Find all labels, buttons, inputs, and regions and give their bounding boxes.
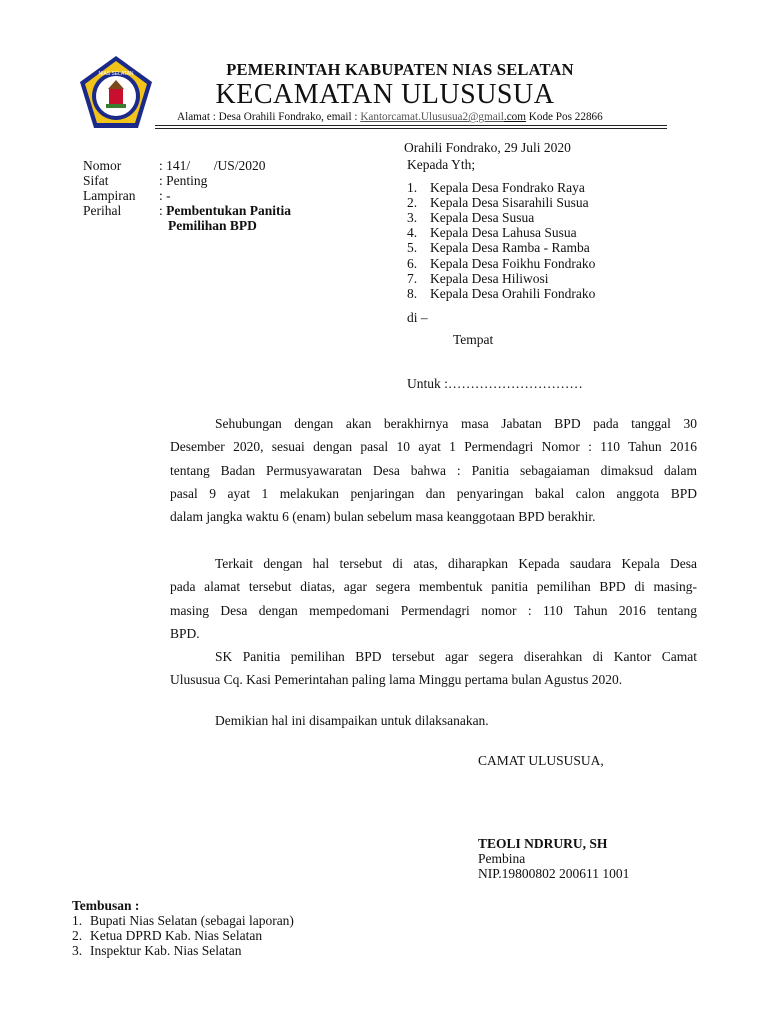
recipient-item-5: Kepala Desa Ramba - Ramba xyxy=(430,240,590,255)
recipient-item-2: Kepala Desa Sisarahili Susua xyxy=(430,195,589,210)
perihal-line2: Pemilihan BPD xyxy=(168,218,257,233)
recipient-item-4: Kepala Desa Lahusa Susua xyxy=(430,225,577,240)
p2-line-4: BPD. xyxy=(170,625,200,641)
recipient-item-3: Kepala Desa Susua xyxy=(430,210,535,225)
letterhead-rule-thin xyxy=(155,128,667,129)
tembusan-num-3: 3. xyxy=(72,943,83,958)
meta-label-lampiran: Lampiran xyxy=(83,188,136,203)
address-prefix: Alamat : Desa Orahili Fondrako, email : xyxy=(177,111,361,123)
meta-value-nomor: : 141/ /US/2020 xyxy=(159,158,266,173)
signature-nip: NIP.19800802 200611 1001 xyxy=(478,866,630,881)
signature-name: TEOLI NDRURU, SH xyxy=(478,836,608,851)
recipient-num-6: 6. xyxy=(407,256,418,271)
tembusan-num-1: 1. xyxy=(72,913,83,928)
meta-label-sifat: Sifat xyxy=(83,173,109,188)
p3-line-2: Ulususua Cq. Kasi Pemerintahan paling lama Minggu pertama bulan Agustus 2020. xyxy=(170,672,623,688)
kepada-yth: Kepada Yth; xyxy=(407,157,476,172)
email-link-suffix[interactable]: .com xyxy=(503,111,526,123)
recipient-num-5: 5. xyxy=(407,240,418,255)
p1-line-4: pasal 9 ayat 1 melakukan penjaringan dan penyaringan bakal calon anggota BPD xyxy=(170,485,697,501)
p1-line-2: Desember 2020, sesuai dengan pasal 10 ayat 1 Permendagri Nomor : 110 Tahun 2016 xyxy=(170,439,697,455)
signature-title: CAMAT ULUSUSUA, xyxy=(478,753,604,768)
meta-value-perihal xyxy=(159,203,291,219)
place-date: Orahili Fondrako, 29 Juli 2020 xyxy=(404,140,571,155)
recipient-num-8: 8. xyxy=(407,286,418,301)
tembusan-item-2: Ketua DPRD Kab. Nias Selatan xyxy=(90,928,263,943)
tembusan-item-3: Inspektur Kab. Nias Selatan xyxy=(90,943,242,958)
paragraph-1 xyxy=(170,412,697,528)
meta-label-perihal: Perihal xyxy=(83,203,122,218)
recipient-num-7: 7. xyxy=(407,271,418,286)
paragraph-closing: Demikian hal ini disampaikan untuk dilaksanakan. xyxy=(215,713,489,728)
p2-line-3: masing Desa dengan mempedomani Permendagri nomor : 110 Tahun 2016 tentang xyxy=(170,602,697,618)
recipient-num-1: 1. xyxy=(407,180,418,195)
perihal-colon: : xyxy=(159,203,167,218)
recipient-num-2: 2. xyxy=(407,195,418,210)
letterhead-rule-thick xyxy=(155,125,667,126)
p3-line-1: SK Panitia pemilihan BPD tersebut agar segera diserahkan di Kantor Camat xyxy=(215,649,697,664)
paragraph-2 xyxy=(170,552,697,645)
letterhead-district: KECAMATAN ULUSUSUA xyxy=(215,79,555,110)
recipient-item-1: Kepala Desa Fondrako Raya xyxy=(430,180,585,195)
recipient-num-3: 3. xyxy=(407,210,418,225)
letterhead-government: PEMERINTAH KABUPATEN NIAS SELATAN xyxy=(226,60,574,79)
p1-line-5: dalam jangka waktu 6 (enam) bulan sebelum masa keanggotaan BPD berakhir. xyxy=(170,509,596,525)
recipient-item-6: Kepala Desa Foikhu Fondrako xyxy=(430,256,596,271)
signature-rank: Pembina xyxy=(478,851,526,866)
p2-line-1: Terkait dengan hal tersebut di atas, diharapkan Kepada saudara Kepala Desa xyxy=(215,556,697,571)
meta-label-nomor: Nomor xyxy=(83,158,122,173)
p1-line-1: Sehubungan dengan akan berakhirnya masa Jabatan BPD pada tanggal 30 xyxy=(215,416,697,431)
paragraph-3 xyxy=(170,645,697,692)
p2-line-2: pada alamat tersebut diatas, agar segera membentuk panitia pemilihan BPD di masing- xyxy=(170,579,697,595)
p1-line-3: tentang Badan Permusyawaratan Desa bahwa : Panitia sebagaiaman dimaksud dalam xyxy=(170,462,697,478)
address-postcode: Kode Pos 22866 xyxy=(525,111,603,123)
recipient-untuk: Untuk :………………………… xyxy=(407,376,583,391)
email-link[interactable]: Kantorcamat.Ulususua2@gmail xyxy=(360,111,504,123)
tembusan-item-1: Bupati Nias Selatan (sebagai laporan) xyxy=(90,913,294,928)
meta-value-sifat: : Penting xyxy=(159,173,208,188)
tembusan-heading: Tembusan : xyxy=(72,898,140,913)
recipient-tempat: Tempat xyxy=(453,332,494,347)
recipient-item-8: Kepala Desa Orahili Fondrako xyxy=(430,286,596,301)
tembusan-num-2: 2. xyxy=(72,928,83,943)
meta-value-lampiran: : - xyxy=(159,188,171,203)
letterhead-address xyxy=(177,111,603,123)
recipient-di: di – xyxy=(407,310,428,325)
logo-text: NIAS SELATAN xyxy=(98,71,134,77)
recipient-item-7: Kepala Desa Hiliwosi xyxy=(430,271,549,286)
perihal-line1: Pembentukan Panitia xyxy=(166,203,292,218)
recipient-num-4: 4. xyxy=(407,225,418,240)
